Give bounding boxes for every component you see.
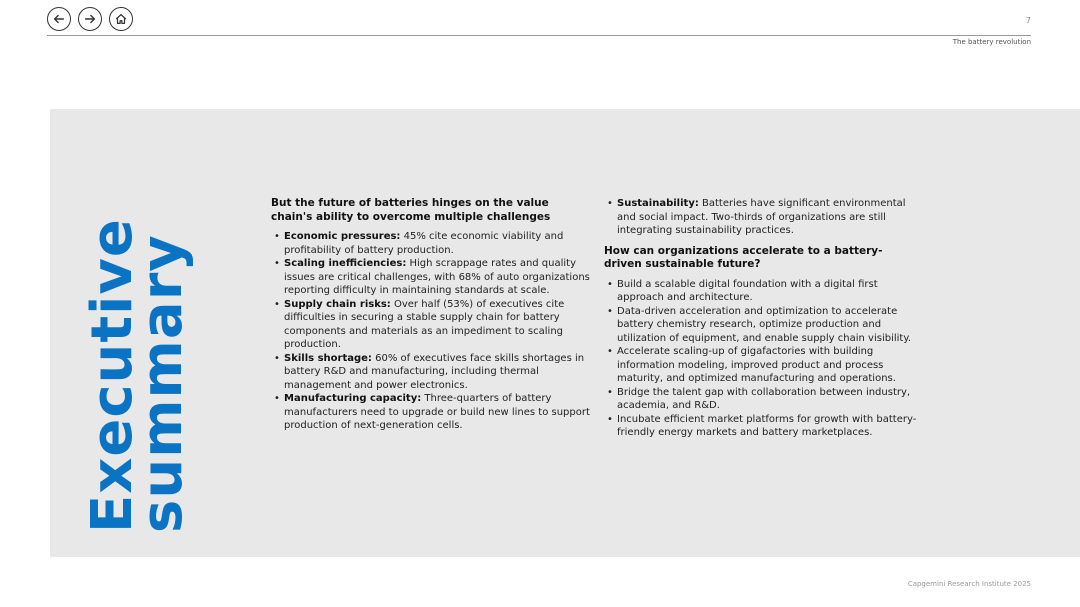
item-text: High scrappage rates and quality issues are critical challenges, with 68% of auto organizations reporting difficulty in maintaining standards at scale. [284, 258, 590, 296]
home-icon [114, 12, 128, 26]
item-label: Supply chain risks: [284, 298, 391, 310]
challenges-heading: But the future of batteries hinges on the value chain's ability to overcome multiple challenges [271, 197, 551, 223]
item-text: 45% cite economic viability and profitability of battery production. [284, 231, 564, 256]
challenges-column [271, 197, 591, 440]
item-text: Three-quarters of battery manufacturers need to upgrade or build new lines to support production of next-generation cells. [284, 393, 590, 431]
arrow-left-icon [52, 12, 66, 26]
section-title [80, 218, 195, 533]
list-item [271, 392, 591, 433]
back-button[interactable] [47, 7, 71, 31]
home-button[interactable] [109, 7, 133, 31]
list-item [271, 257, 591, 298]
item-label: Manufacturing capacity: [284, 393, 422, 404]
actions-list [604, 278, 919, 440]
header-divider [47, 35, 1031, 36]
item-text: 60% of executives face skills shortages in battery R&D and manufacturing, including thermal management and power electronics. [284, 352, 585, 391]
sustainability-list [604, 197, 919, 238]
list-item: • Build a scalable digital foundation with a digital first approach and architecture. [604, 278, 919, 305]
list-item [271, 298, 591, 352]
item-label: Skills shortage: [284, 352, 372, 364]
section-title-line2: summary [130, 234, 195, 533]
list-item: • Accelerate scaling-up of gigafactories with building information modeling, improved product and process maturity, and optimized manufacturing and operations. [604, 345, 919, 386]
challenges-list [271, 230, 591, 433]
footer-credit: Capgemini Research Institute 2025 [907, 580, 1031, 588]
page-number: 7 [1025, 16, 1031, 25]
item-text: Batteries have significant environmental and social impact. Two-thirds of organizations are still integrating sustainability practices. [617, 198, 906, 236]
list-item: • Incubate efficient market platforms for growth with battery-friendly energy markets and battery marketplaces. [604, 413, 919, 440]
actions-column [604, 197, 919, 447]
actions-heading: How can organizations accelerate to a battery-driven sustainable future? [604, 244, 883, 270]
item-label: Scaling inefficiencies: [284, 258, 407, 269]
list-item [604, 197, 919, 238]
list-item [271, 352, 591, 393]
list-item [271, 230, 591, 257]
item-label: Economic pressures: [284, 231, 401, 242]
arrow-right-icon [83, 12, 97, 26]
forward-button[interactable] [78, 7, 102, 31]
item-label: Sustainability: [617, 198, 699, 209]
header-title: The battery revolution [952, 38, 1031, 46]
navigation-bar [47, 7, 133, 31]
list-item: • Data-driven acceleration and optimization to accelerate battery chemistry research, optimize production and utilization of equipment, and enable supply chain visibility. [604, 305, 919, 346]
section-title-line1: Executive [80, 218, 145, 533]
list-item: • Bridge the talent gap with collaboration between industry, academia, and R&D. [604, 386, 919, 413]
item-text: Over half (53%) of executives cite difficulties in securing a stable supply chain for battery components and materials as an impediment to scaling production. [284, 298, 565, 350]
